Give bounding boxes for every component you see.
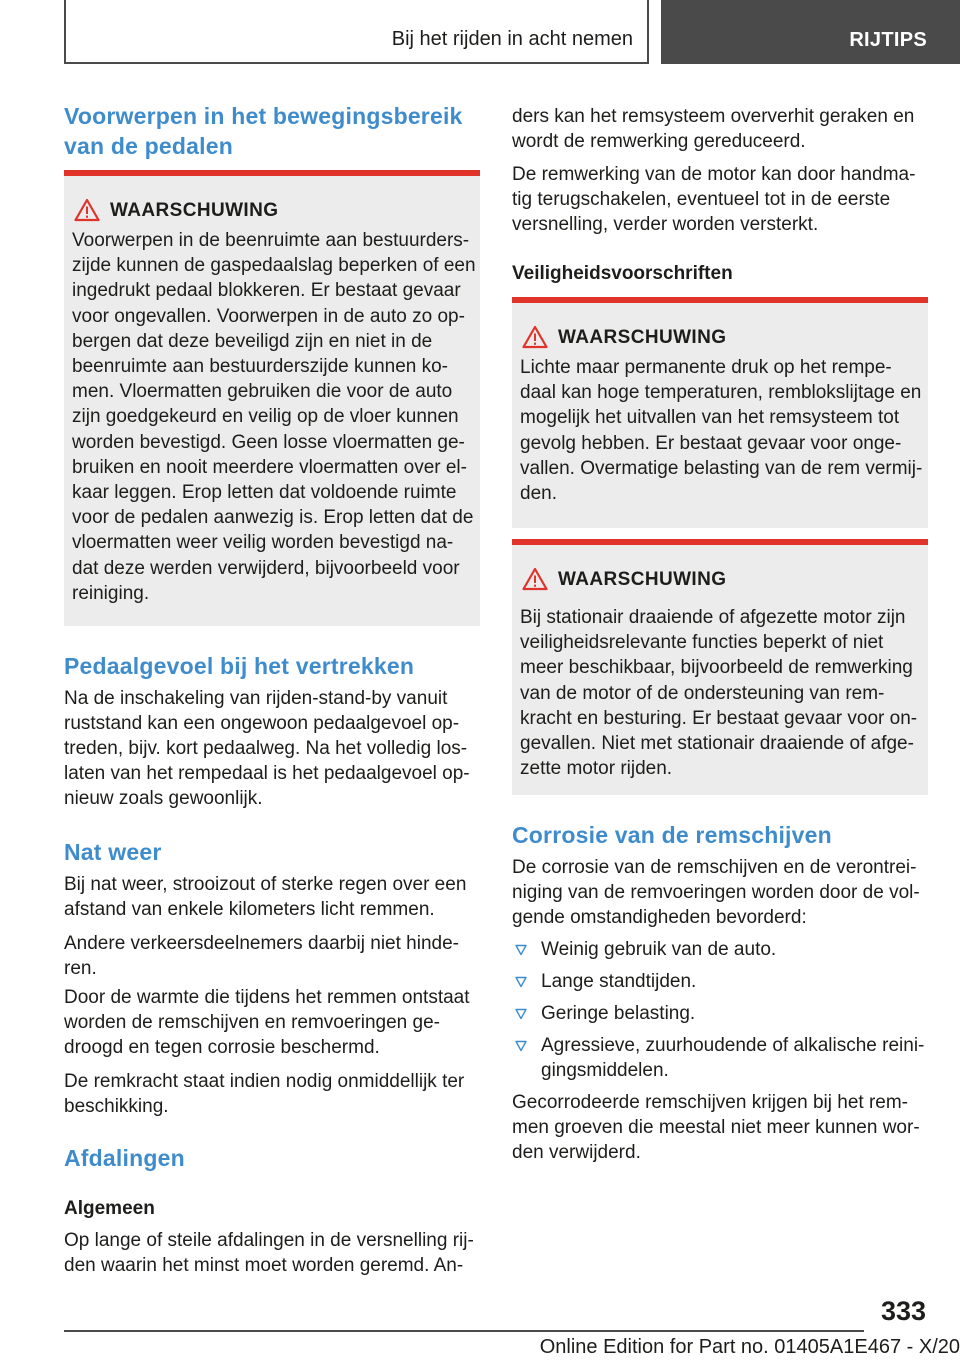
list-item: Lange standtijden. (512, 969, 924, 994)
warning-triangle-icon (74, 198, 100, 222)
warning-text: Voorwerpen in de beenruimte aan bestuurders- zijde kunnen de gaspedaalslag beperken of een ingedrukt pedaal blokkeren. Er bestaat gevaar voor ongevallen. Voorwerpen in de auto zo op- bergen dat deze beveiligd zijn en niet in de beenruimte aan bestuurderszijde kunnen ko- men. Vloermatten gebruiken die voor de auto zijn goedgekeurd en veilig op de vloer kunnen worden bevestigd. Geen losse vloermatten ge- bruiken en nooit meerdere vloermatten over el- kaar leggen. Erop letten dat voldoende ruimte voor de pedalen aanwezig is. Erop letten dat de vloermatten weer veilig worden bevestigd na- dat deze werden verwijderd, bijvoorbeeld voor reiniging. (72, 230, 476, 604)
warning-title: WAARSCHUWING (558, 569, 727, 590)
paragraph-pedal-feel: Na de inschakeling van rijden-stand-by vanuit ruststand kan een ongewoon pedaalgevoel op- treden, bijv. kort pedaalweg. Na het volledig los- laten van het rempedaal is het pedaalgevoel op- nieuw zoals gewoonlijk. (64, 688, 470, 809)
warning-box-pedal-objects (64, 170, 480, 626)
triangle-bullet-icon (515, 1008, 527, 1020)
paragraph-continued: ders kan het remsysteem oververhit geraken en wordt de remwerking gereduceerd. (512, 106, 915, 152)
subheading-safety-rules: Veiligheidsvoorschriften (512, 263, 733, 284)
warning-title: WAARSCHUWING (558, 327, 727, 348)
paragraph-wet-weather-4: De remkracht staat indien nodig onmiddellijk ter beschikking. (64, 1071, 465, 1117)
warning-box-idle-engine (512, 539, 928, 795)
paragraph-corroded-discs: Gecorrodeerde remschijven krijgen bij het rem- men groeven die meestal niet meer kunnen wor- den verwijderd. (512, 1092, 920, 1163)
list-item: Geringe belasting. (512, 1001, 924, 1026)
heading-pedal-objects: Voorwerpen in het bewegingsbereik van de pedalen (64, 103, 463, 159)
heading-wet-weather: Nat weer (64, 839, 162, 865)
edition-footer: Online Edition for Part no. 01405A1E467 - X/20 (539, 1336, 960, 1358)
subheading-general: Algemeen (64, 1198, 155, 1219)
triangle-bullet-icon (515, 944, 527, 956)
page-number: 333 (880, 1296, 926, 1326)
warning-triangle-icon (522, 567, 548, 591)
heading-brake-corrosion: Corrosie van de remschijven (512, 822, 832, 848)
paragraph-engine-braking: De remwerking van de motor kan door handma- tig terugschakelen, eventueel tot in de eerste versnelling, verder worden versterkt. (512, 164, 916, 235)
corrosion-factors-list (512, 937, 924, 1090)
warning-box-brake-pressure (512, 297, 928, 528)
header-section-box (64, 0, 649, 64)
paragraph-descents: Op lange of steile afdalingen in de versnelling rij- den waarin het minst moet worden geremd. An- (64, 1230, 474, 1276)
heading-pedal-feel: Pedaalgevoel bij het vertrekken (64, 653, 415, 679)
list-item: Agressieve, zuurhoudende of alkalische reini- gingsmiddelen. (512, 1033, 924, 1083)
triangle-bullet-icon (515, 976, 527, 988)
paragraph-brake-corrosion: De corrosie van de remschijven en de verontrei- niging van de remvoeringen worden door de vol- gende omstandigheden bevorderd: (512, 857, 920, 928)
chapter-tab (661, 0, 960, 64)
paragraph-wet-weather-3: Door de warmte die tijdens het remmen ontstaat worden de remschijven en remvoeringen ge- droogd en tegen corrosie beschermd. (64, 987, 470, 1058)
paragraph-wet-weather-2: Andere verkeersdeelnemers daarbij niet hinde- ren. (64, 933, 460, 979)
warning-triangle-icon (522, 325, 548, 349)
warning-text: Bij stationair draaiende of afgezette motor zijn veiligheidsrelevante functies beperkt of niet meer beschikbaar, bijvoorbeeld de remwerking van de motor of de ondersteuning van rem- kracht en besturing. Er bestaat gevaar voor on- gevallen. Niet met stationair draaiende of afge- zette motor rijden. (520, 607, 918, 780)
section-title: Bij het rijden in acht nemen (391, 28, 633, 50)
list-item: Weinig gebruik van de auto. (512, 937, 924, 962)
paragraph-wet-weather-1: Bij nat weer, strooizout of sterke regen over een afstand van enkele kilometers licht remmen. (64, 874, 467, 920)
triangle-bullet-icon (515, 1040, 527, 1052)
footer-divider (64, 1330, 864, 1332)
chapter-tab-label: RIJTIPS (849, 29, 927, 51)
warning-text: Lichte maar permanente druk op het rempe- daal kan hoge temperaturen, remblokslijtage en mogelijk het uitvallen van het remsysteem tot gevolg hebben. Er bestaat gevaar voor onge- vallen. Overmatige belasting van de rem vermij- den. (520, 357, 923, 505)
heading-descents: Afdalingen (64, 1145, 185, 1171)
warning-title: WAARSCHUWING (110, 200, 279, 221)
